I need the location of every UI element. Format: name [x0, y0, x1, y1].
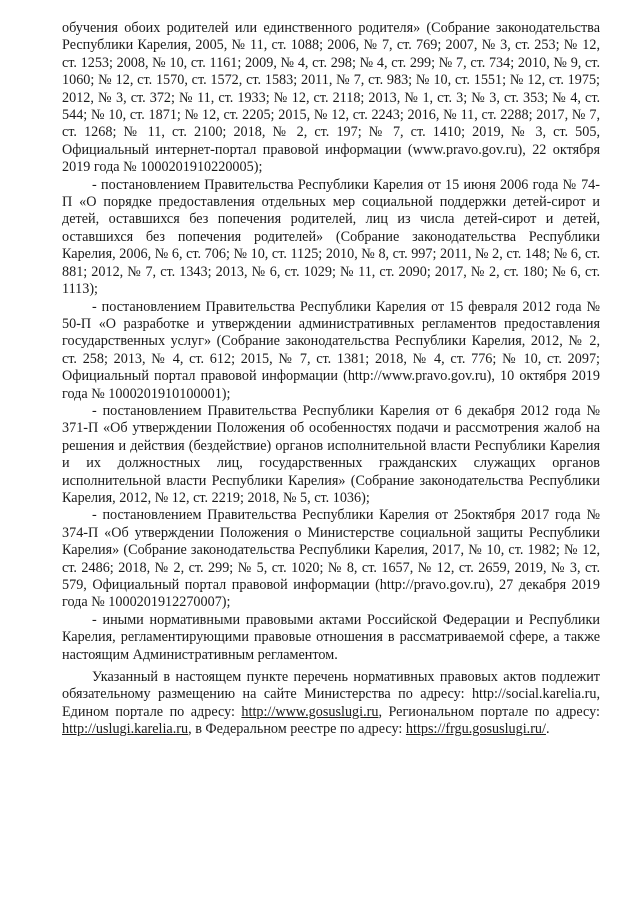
link-frgu[interactable]: https://frgu.gosuslugi.ru/	[405, 721, 546, 738]
paragraph-resolution-74p: - постановлением Правительства Республики Карелия от 15 июня 2006 года № 74-П «О порядке предоставления отдельных мер социальной поддержки детей-сирот и детей, оставшихся без попечения родителей, лиц из числа детей-сирот и детей, оставшихся без попечения родителей» (Собрание законодательства Республики Карелия, 2006, № 6, ст. 706; № 10, ст. 1125; 2010, № 8, ст. 997; 2011, № 2, ст. 148; № 6, ст. 881; 2012, № 7, ст. 1343; 2013, № 6, ст. 1029; № 11, ст. 2090; 2017, № 2, ст. 180; № 6, ст. 1113);	[62, 176, 600, 298]
link-gosuslugi[interactable]: http://www.gosuslugi.ru	[241, 703, 379, 720]
link-uslugi-karelia[interactable]: http://uslugi.karelia.ru	[62, 721, 189, 738]
notice-text-2: , Региональном портале по адресу:	[378, 703, 601, 720]
paragraph-other-acts: - иными нормативными правовыми актами Российской Федерации и Республики Карелия, регламентирующими правовые отношения в рассматриваемой сфере, а также настоящим Административным регламентом.	[62, 611, 600, 663]
paragraph-resolution-374p: - постановлением Правительства Республики Карелия от 25октября 2017 года № 374-П «Об утверждении Положения о Министерстве социальной защиты Республики Карелия» (Собрание законодательства Республики Карелия, 2017, № 10, ст. 1982; № 12, ст. 2486; 2018, № 2, ст. 299; № 5, ст. 1020; № 8, ст. 1657, № 12, ст. 2659, 2019, № 3, ст. 579, Официальный портал правовой информации (http://pravo.gov.ru), 27 декабря 2019 года № 1000201912270007);	[62, 507, 600, 611]
paragraph-resolution-371p: - постановлением Правительства Республики Карелия от 6 декабря 2012 года № 371-П «Об утверждении Положения об особенностях подачи и рассмотрения жалоб на решения и действия (бездействие) органов исполнительной власти Республики Карелия и их должностных лиц, государственных гражданских служащих органов исполнительной власти Республики Карелия» (Собрание законодательства Республики Карелия, 2012, № 12, ст. 2219; 2018, № 5, ст. 1036);	[62, 402, 600, 506]
notice-text-4: .	[545, 721, 550, 738]
notice-text-3: , в Федеральном реестре по адресу:	[188, 721, 406, 738]
paragraph-continuation: обучения обоих родителей или единственного родителя» (Собрание законодательства Республики Карелия, 2005, № 11, ст. 1088; 2006, № 7, ст. 769; 2007, № 3, ст. 253; № 12, ст. 1253; 2008, № 10, ст. 1161; 2009, № 4, ст. 298; № 4, ст. 299; № 7, ст. 734; 2010, № 9, ст. 1060; № 12, ст. 1570, ст. 1572, ст. 1583; 2011, № 7, ст. 983; № 10, ст. 1551; № 12, ст. 1975; 2012, № 3, ст. 372; № 11, ст. 1933; № 12, ст. 2118; 2013, № 1, ст. 3; № 3, ст. 353; № 4, ст. 544; № 10, ст. 1871; № 12, ст. 2205; 2015, № 12, ст. 2243; 2016, № 11, ст. 2288; 2017, № 7, ст. 1268; № 11, ст. 2100; 2018, № 2, ст. 197; № 7, ст. 1410; 2019, № 3, ст. 505, Официальный интернет-портал правовой информации (www.pravo.gov.ru), 22 октября 2019 года № 1000201910220005);	[62, 20, 600, 176]
paragraph-publication-notice	[62, 669, 600, 739]
paragraph-resolution-50p: - постановлением Правительства Республики Карелия от 15 февраля 2012 года № 50-П «О разработке и утверждении административных регламентов предоставления государственных услуг» (Собрание законодательства Республики Карелия, 2012, № 2, ст. 258; 2013, № 4, ст. 612; 2015, № 7, ст. 1381; 2018, № 4, ст. 776; № 10, ст. 2097; Официальный портал правовой информации (http://www.pravo.gov.ru), 10 октября 2019 года № 1000201910100001);	[62, 298, 600, 402]
notice-text-1: Указанный в настоящем пункте перечень нормативных правовых актов подлежит обязательному размещению на сайте Министерства по адресу: http://social.karelia.ru, Едином портале по адресу:	[62, 669, 600, 720]
